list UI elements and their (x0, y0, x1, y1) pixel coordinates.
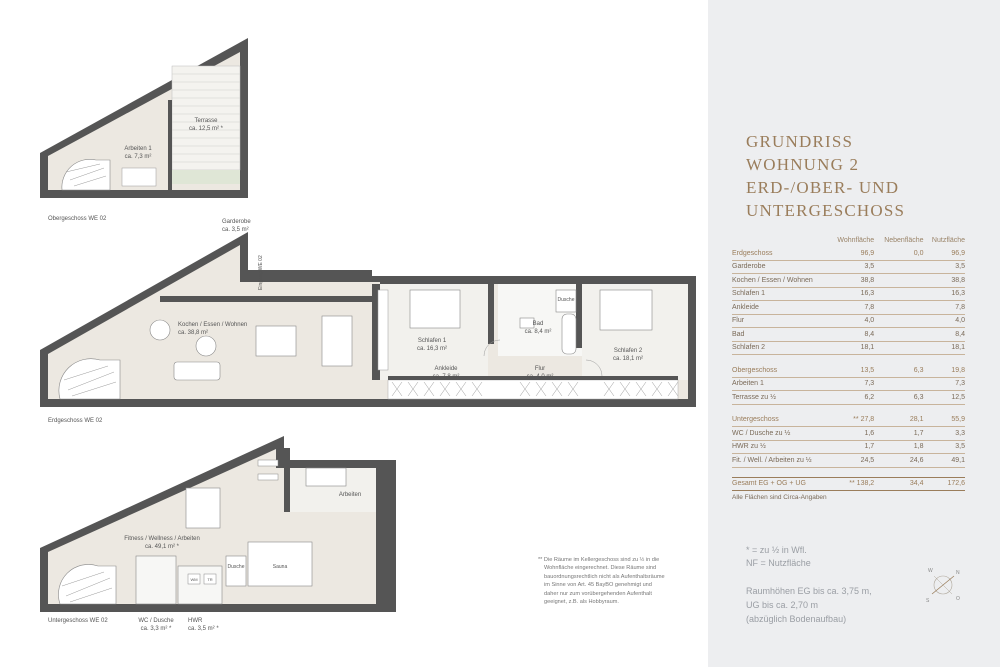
table-total-row (732, 477, 965, 491)
cell-nuf: 8,4 (924, 328, 966, 342)
compass-n: N (956, 570, 960, 576)
kochen-name: Kochen / Essen / Wohnen (178, 322, 248, 328)
bad-area: ca. 8,4 m² (524, 329, 552, 335)
arbeiten1-area: ca. 7,3 m² (124, 154, 152, 160)
cell-wf: 7,8 (828, 301, 874, 315)
cell-wf: ** 27,8 (828, 414, 874, 427)
kochen-area: ca. 38,8 m² (178, 330, 209, 336)
cell-nf (874, 328, 923, 342)
wc-name: WC / Dusche (138, 618, 174, 624)
cell-wf: 24,5 (828, 454, 874, 468)
cell-wf: 38,8 (828, 274, 874, 288)
legend-line: UG bis ca. 2,70 m (746, 600, 819, 610)
cell-wf: 7,3 (828, 377, 874, 391)
fitness-area: ca. 49,1 m² * (144, 544, 180, 550)
cell-wf: 3,5 (828, 260, 874, 274)
table-row (732, 314, 965, 328)
info-panel (708, 0, 1000, 667)
cell-wf: 16,3 (828, 287, 874, 301)
row-label: Schlafen 2 (732, 341, 828, 355)
cell-nf (874, 341, 923, 355)
cell-nf: 1,7 (874, 427, 923, 441)
cell-nf: 0,0 (874, 247, 923, 260)
terrasse-name: Terrasse (194, 118, 218, 124)
schlafen2-name: Schlafen 2 (613, 348, 643, 354)
compass-w: W (928, 568, 933, 574)
dusche-label: Dusche (557, 297, 575, 303)
table-row (732, 391, 965, 405)
cell-nuf: 18,1 (924, 341, 966, 355)
cell-nuf: 96,9 (924, 247, 966, 260)
arbeiten-ug-label: Arbeiten (338, 492, 362, 498)
cell-nf: 1,8 (874, 440, 923, 454)
eingang-label: Eingang WE 02 (258, 255, 264, 290)
footnote (538, 556, 688, 606)
table-row (732, 328, 965, 342)
table-row (732, 301, 965, 315)
footnote-line: daher nur zum vorübergehenden Aufenthalt (544, 590, 652, 597)
row-label: Schlafen 1 (732, 287, 828, 301)
table-row (732, 427, 965, 441)
cell-wf: 4,0 (828, 314, 874, 328)
cell-nuf: 3,3 (924, 427, 966, 441)
row-label: Gesamt EG + OG + UG (732, 477, 828, 491)
schlafen2-area: ca. 18,1 m² (612, 356, 644, 362)
table-gap (732, 467, 965, 477)
dusche-ug-label: Dusche (227, 564, 245, 570)
cell-nuf: 16,3 (924, 287, 966, 301)
hwr-name: HWR (188, 618, 203, 624)
ankleide-area: ca. 7,8 m² (432, 374, 460, 380)
title-line-1: GRUNDRISS (746, 132, 854, 151)
area-note: Alle Flächen sind Circa-Angaben (732, 494, 827, 501)
footnote-line: bauordnungsrechtlich nicht als Aufenthaltsräume (544, 573, 665, 580)
row-label: Bad (732, 328, 828, 342)
table-row (732, 440, 965, 454)
table-row (732, 260, 965, 274)
cell-nf (874, 274, 923, 288)
row-label: Flur (732, 314, 828, 328)
table-row (732, 364, 965, 377)
table-row (732, 341, 965, 355)
garderobe-name: Garderobe (222, 219, 251, 225)
cell-nf (874, 287, 923, 301)
floor-label-ug: Untergeschoss WE 02 (48, 618, 108, 624)
ankleide-name: Ankleide (434, 366, 458, 372)
table-gap (732, 355, 965, 365)
row-label: Untergeschoss (732, 414, 828, 427)
row-label: HWR zu ½ (732, 440, 828, 454)
cell-nuf: 7,8 (924, 301, 966, 315)
cell-nuf: 38,8 (924, 274, 966, 288)
title-line-2: WOHNUNG 2 (746, 155, 860, 174)
row-label: Fit. / Well. / Arbeiten zu ½ (732, 454, 828, 468)
wc-area: ca. 3,3 m² * (140, 626, 172, 632)
table-row (732, 377, 965, 391)
area-table (732, 237, 965, 491)
cell-nuf: 3,5 (924, 440, 966, 454)
fitness-name: Fitness / Wellness / Arbeiten (124, 536, 200, 542)
cell-nf (874, 301, 923, 315)
untergeschoss-plan (40, 436, 396, 612)
table-row (732, 287, 965, 301)
table-row (732, 274, 965, 288)
table-row (732, 414, 965, 427)
cell-wf: 1,6 (828, 427, 874, 441)
legend-line: (abzüglich Bodenaufbau) (746, 614, 847, 624)
cell-wf: 6,2 (828, 391, 874, 405)
cell-nf: 24,6 (874, 454, 923, 468)
footnote-line: Wohnfläche eingerechnet. Diese Räume sind (544, 565, 657, 572)
hwr-area: ca. 3,5 m² * (188, 626, 219, 632)
table-row (732, 247, 965, 260)
cell-nuf: 172,6 (924, 477, 966, 491)
cell-nuf: 12,5 (924, 391, 966, 405)
footnote-line: im Sinne von Art. 45 BayBO genehmigt und (544, 582, 652, 589)
legend-line: Raumhöhen EG bis ca. 3,75 m, (746, 586, 872, 596)
floor-label-og: Obergeschoss WE 02 (48, 216, 107, 222)
row-label: Arbeiten 1 (732, 377, 828, 391)
cell-nf (874, 260, 923, 274)
compass-o: O (956, 596, 960, 602)
table-gap (732, 404, 965, 414)
cell-nuf: 19,8 (924, 364, 966, 377)
table-row (732, 454, 965, 468)
erdgeschoss-plan (40, 232, 696, 407)
table-header (732, 237, 965, 247)
wm-label: WM (190, 577, 198, 582)
col-header (732, 237, 828, 247)
cell-nf: 28,1 (874, 414, 923, 427)
compass-s: S (926, 598, 930, 604)
row-label: Ankleide (732, 301, 828, 315)
cell-wf: 13,5 (828, 364, 874, 377)
col-header: Nebenfläche (884, 237, 924, 244)
tr-label: TR (207, 577, 213, 582)
schlafen1-name: Schlafen 1 (417, 338, 447, 344)
bad-name: Bad (532, 321, 544, 327)
cell-wf: 96,9 (828, 247, 874, 260)
cell-nuf: 55,9 (924, 414, 966, 427)
col-header: Wohnfläche (837, 237, 875, 244)
cell-nuf: 4,0 (924, 314, 966, 328)
schlafen1-area: ca. 16,3 m² (416, 346, 448, 352)
row-label: WC / Dusche zu ½ (732, 427, 828, 441)
row-label: Kochen / Essen / Wohnen (732, 274, 828, 288)
arbeiten1-name: Arbeiten 1 (124, 146, 152, 152)
garderobe-area: ca. 3,5 m² (222, 227, 249, 233)
row-label: Terrasse zu ½ (732, 391, 828, 405)
terrasse-area: ca. 12,5 m² * (188, 126, 224, 132)
footnote-line: geeignet, z.B. als Hobbyraum. (544, 599, 619, 606)
col-header: Nutzfläche (931, 237, 965, 244)
cell-nf (874, 377, 923, 391)
cell-wf: 8,4 (828, 328, 874, 342)
cell-nf (874, 314, 923, 328)
cell-nf: 6,3 (874, 364, 923, 377)
cell-nf: 34,4 (874, 477, 923, 491)
floor-label-eg: Erdgeschoss WE 02 (48, 418, 103, 424)
legend-line: * = zu ½ in Wfl. (746, 545, 807, 555)
row-label: Erdgeschoss (732, 247, 828, 260)
footnote-line: ** Die Räume im Kellergeschoss sind zu ½ in die (538, 557, 660, 563)
cell-wf: 1,7 (828, 440, 874, 454)
cell-wf: 18,1 (828, 341, 874, 355)
cell-nf: 6,3 (874, 391, 923, 405)
row-label: Garderobe (732, 260, 828, 274)
compass-icon (920, 562, 966, 608)
cell-wf: ** 138,2 (828, 477, 874, 491)
title-line-4: UNTERGESCHOSS (746, 201, 906, 220)
legend-line: NF = Nutzfläche (746, 558, 811, 568)
row-label: Obergeschoss (732, 364, 828, 377)
cell-nuf: 49,1 (924, 454, 966, 468)
flur-name: Flur (534, 366, 546, 372)
sauna-label: Sauna (272, 564, 288, 570)
cell-nuf: 7,3 (924, 377, 966, 391)
title-line-3: ERD-/OBER- UND (746, 178, 900, 197)
cell-nuf: 3,5 (924, 260, 966, 274)
flur-area: ca. 4,0 m² (526, 374, 554, 380)
